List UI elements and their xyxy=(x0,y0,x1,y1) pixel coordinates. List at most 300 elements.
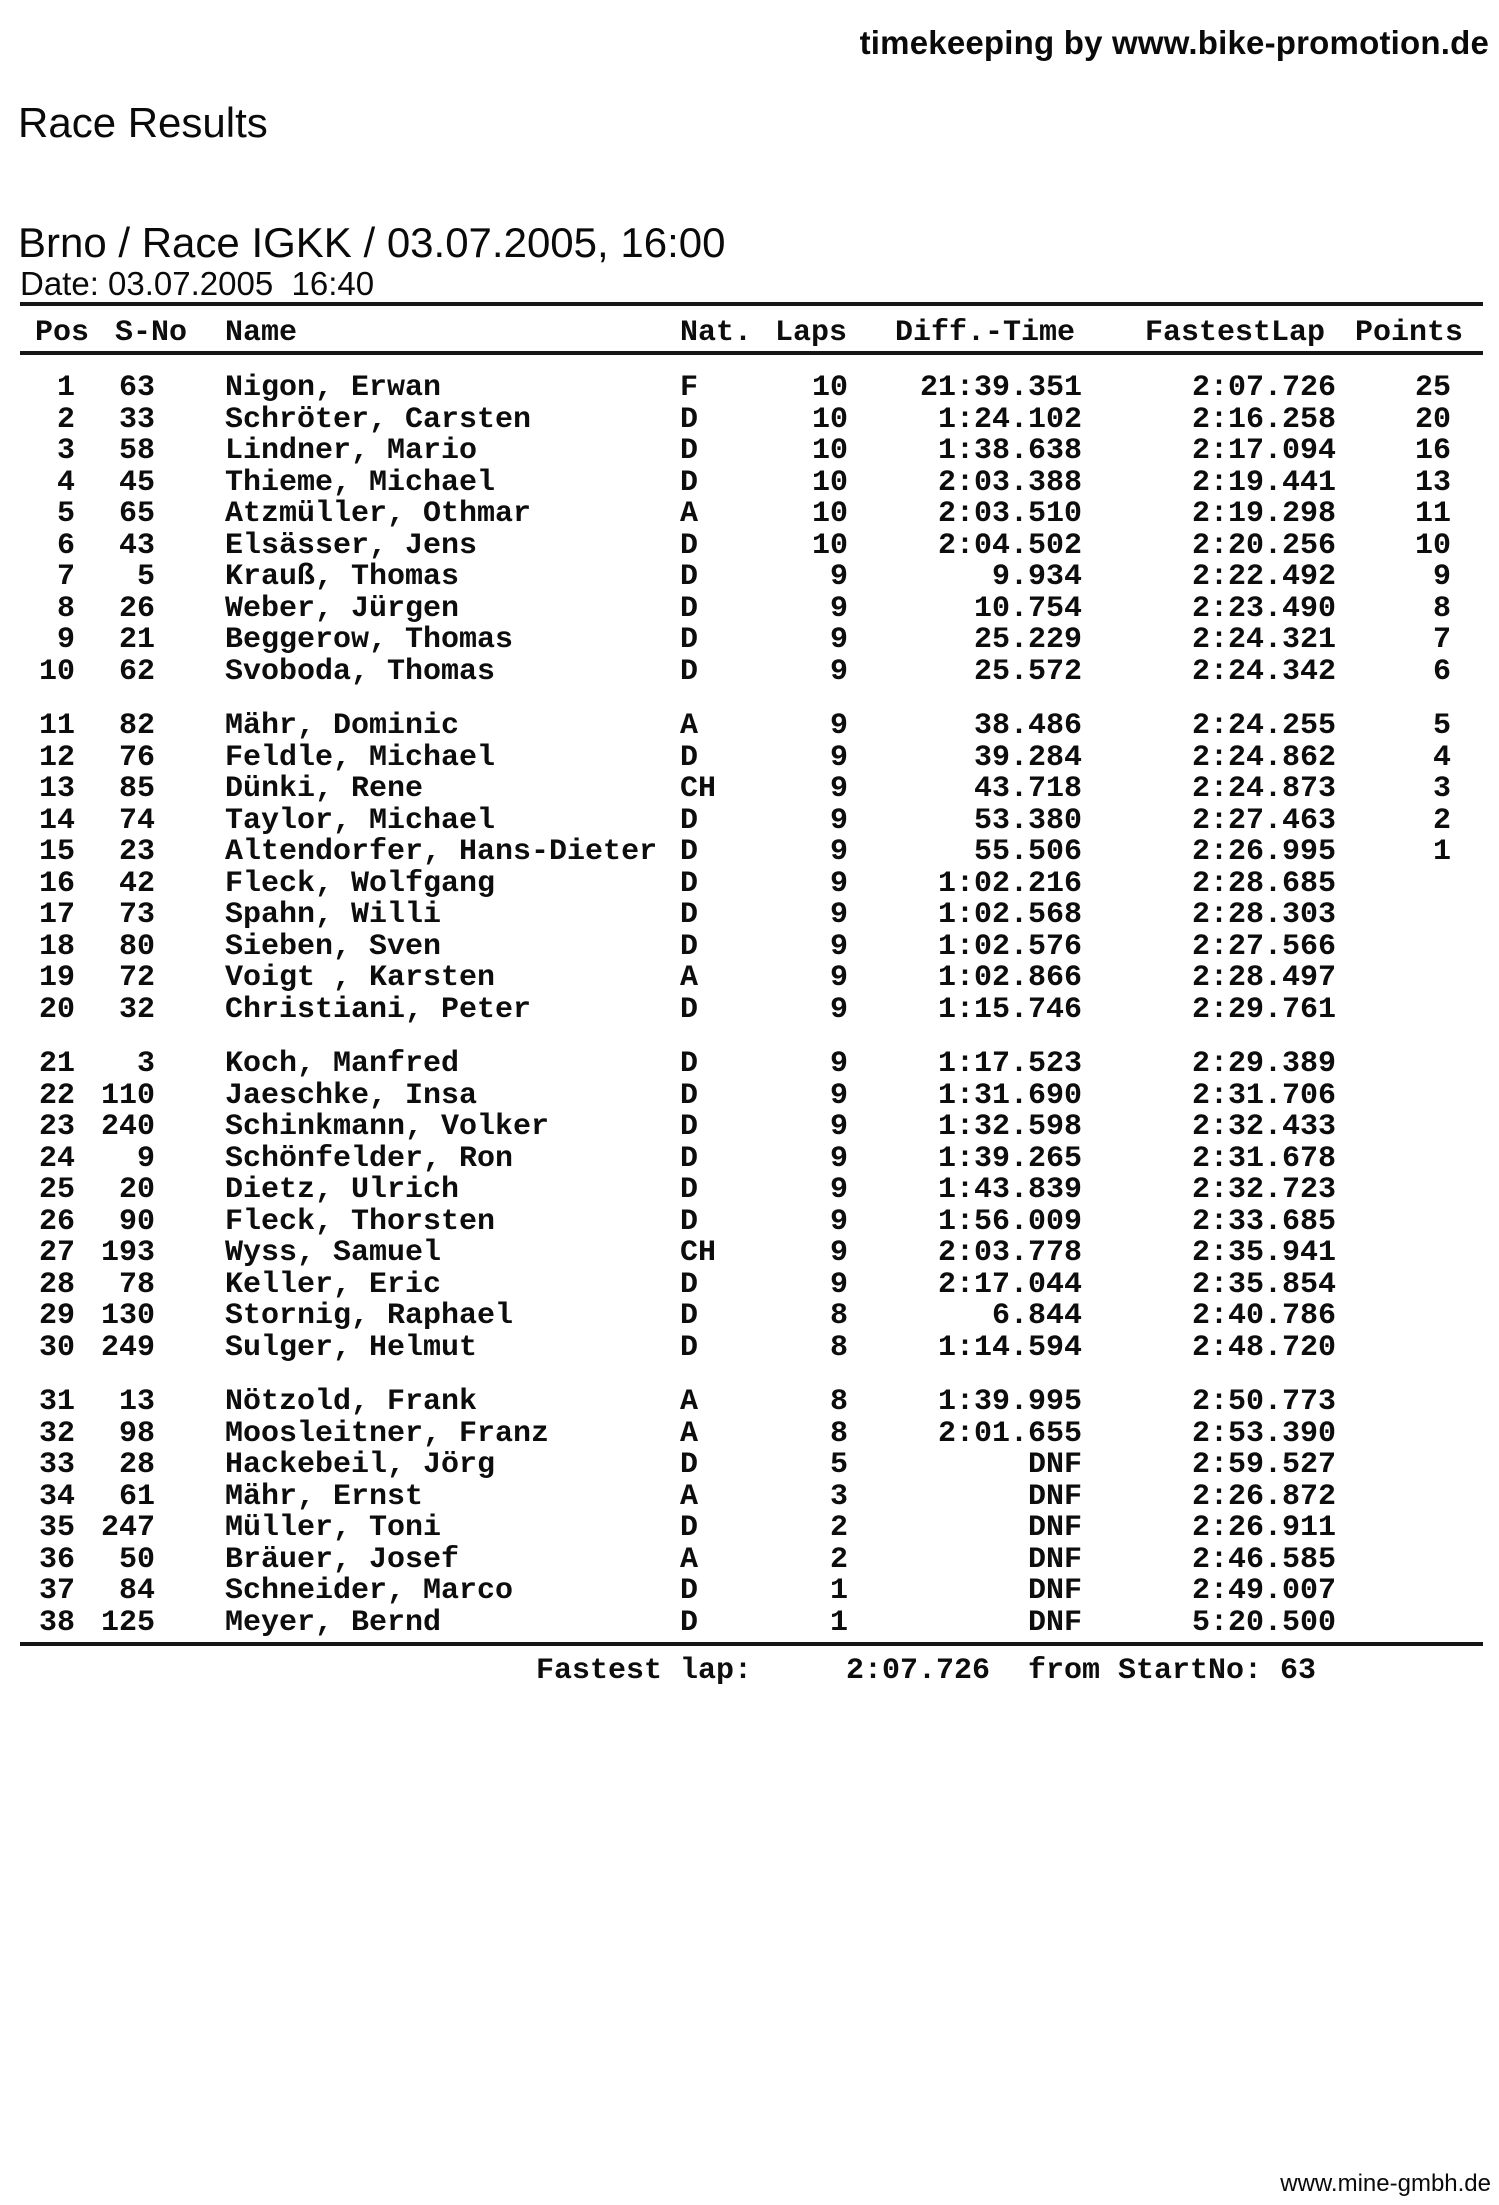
pos-cell: 16 xyxy=(38,866,75,901)
diff-time-cell: DNF xyxy=(1027,1605,1082,1640)
name-cell: Mähr, Dominic xyxy=(225,709,460,743)
table-row xyxy=(0,1416,1499,1451)
nat-cell: D xyxy=(680,740,699,775)
name-cell: Taylor, Michael xyxy=(225,803,496,838)
laps-cell: 8 xyxy=(829,1385,848,1419)
name-cell: Wyss, Samuel xyxy=(225,1236,442,1270)
points-cell xyxy=(1336,1608,1451,1640)
pos-cell: 25 xyxy=(38,1173,75,1207)
diff-time-cell: DNF xyxy=(1027,1574,1082,1608)
diff-time-cell: DNF xyxy=(1027,1511,1082,1545)
diff-time-cell: 1:31.690 xyxy=(937,1078,1082,1113)
table-row xyxy=(0,929,1499,964)
page-title: Race Results xyxy=(18,99,268,146)
laps-cell: 9 xyxy=(829,591,848,626)
points-cell xyxy=(1336,932,1451,964)
sno-cell: 125 xyxy=(100,1605,155,1640)
name-cell: Lindner, Mario xyxy=(225,434,478,468)
diff-time-cell: 38.486 xyxy=(973,709,1082,743)
pos-cell: 18 xyxy=(38,929,75,964)
fastest-lap-summary xyxy=(0,1654,1499,1688)
diff-time-cell: 1:43.839 xyxy=(937,1173,1082,1207)
sno-cell: 26 xyxy=(118,591,155,626)
diff-time-cell: 1:32.598 xyxy=(937,1110,1082,1144)
fastest-lap-source: from StartNo: 63 xyxy=(1028,1654,1317,1688)
diff-time-cell: DNF xyxy=(1027,1542,1082,1577)
name-cell: Schneider, Marco xyxy=(225,1574,514,1608)
laps-cell: 9 xyxy=(829,709,848,743)
pos-cell: 13 xyxy=(38,772,75,806)
table-row xyxy=(0,1175,1499,1207)
sno-cell: 23 xyxy=(118,835,155,869)
table-row xyxy=(0,900,1499,932)
nat-cell: D xyxy=(680,866,699,901)
points-cell xyxy=(1336,1175,1451,1207)
laps-cell: 8 xyxy=(829,1330,848,1365)
diff-time-cell: 1:17.523 xyxy=(937,1047,1082,1081)
diff-time-cell: 1:38.638 xyxy=(937,434,1082,468)
pos-cell: 14 xyxy=(38,803,75,838)
sno-cell: 85 xyxy=(118,772,155,806)
laps-cell: 9 xyxy=(829,1110,848,1144)
diff-time-cell: 6.844 xyxy=(991,1299,1082,1333)
points-cell xyxy=(1336,995,1451,1027)
table-row xyxy=(0,711,1499,743)
diff-time-cell: 1:56.009 xyxy=(937,1204,1082,1239)
nat-cell: D xyxy=(680,1141,699,1176)
pos-cell: 8 xyxy=(56,591,75,626)
fastest-lap-cell: 2:27.463 xyxy=(1191,803,1336,838)
table-header-rule xyxy=(20,351,1483,355)
name-cell: Elsässer, Jens xyxy=(225,528,478,563)
name-cell: Mähr, Ernst xyxy=(225,1479,424,1514)
nat-cell: D xyxy=(680,591,699,626)
fastest-lap-cell: 2:35.941 xyxy=(1191,1236,1336,1270)
pos-cell: 34 xyxy=(38,1479,75,1514)
points-cell: 10 xyxy=(1414,528,1451,563)
points-cell xyxy=(1336,1049,1451,1081)
table-row xyxy=(0,1330,1499,1365)
name-cell: Krauß, Thomas xyxy=(225,560,460,594)
table-row xyxy=(0,373,1499,405)
sno-cell: 193 xyxy=(100,1236,155,1270)
fastest-lap-cell: 2:32.433 xyxy=(1191,1110,1336,1144)
sno-cell: 20 xyxy=(118,1173,155,1207)
laps-cell: 9 xyxy=(829,740,848,775)
nat-cell: CH xyxy=(680,772,717,806)
name-cell: Hackebeil, Jörg xyxy=(225,1448,496,1482)
fastest-lap-cell: 2:07.726 xyxy=(1191,371,1336,405)
points-cell xyxy=(1336,1576,1451,1608)
nat-cell: D xyxy=(680,402,699,437)
sno-cell: 130 xyxy=(100,1299,155,1333)
laps-cell: 9 xyxy=(829,1078,848,1113)
diff-time-cell: 25.572 xyxy=(973,654,1082,689)
pos-cell: 5 xyxy=(56,497,75,531)
pos-cell: 24 xyxy=(38,1141,75,1176)
laps-cell: 9 xyxy=(829,803,848,838)
laps-cell: 10 xyxy=(811,402,848,437)
laps-cell: 8 xyxy=(829,1299,848,1333)
sno-cell: 42 xyxy=(118,866,155,901)
laps-cell: 1 xyxy=(829,1574,848,1608)
pos-cell: 35 xyxy=(38,1511,75,1545)
diff-time-cell: 1:39.995 xyxy=(937,1385,1082,1419)
table-top-rule xyxy=(20,302,1483,306)
sno-cell: 73 xyxy=(118,898,155,932)
pos-cell: 36 xyxy=(38,1542,75,1577)
points-cell xyxy=(1336,963,1451,995)
fastest-lap-cell: 2:59.527 xyxy=(1191,1448,1336,1482)
sno-cell: 74 xyxy=(118,803,155,838)
laps-cell: 9 xyxy=(829,772,848,806)
laps-cell: 9 xyxy=(829,654,848,689)
race-subtitle: Brno / Race IGKK / 03.07.2005, 16:00 xyxy=(18,219,726,266)
nat-cell: D xyxy=(680,623,699,657)
diff-time-cell: 43.718 xyxy=(973,772,1082,806)
nat-cell: D xyxy=(680,1110,699,1144)
pos-cell: 23 xyxy=(38,1110,75,1144)
fastest-lap-cell: 2:27.566 xyxy=(1191,929,1336,964)
sno-cell: 240 xyxy=(100,1110,155,1144)
sno-cell: 98 xyxy=(118,1416,155,1451)
nat-cell: D xyxy=(680,1267,699,1302)
points-cell: 5 xyxy=(1432,709,1451,743)
laps-cell: 10 xyxy=(811,371,848,405)
diff-time-cell: 1:02.866 xyxy=(937,961,1082,995)
print-date: Date: 03.07.2005 16:40 xyxy=(20,265,375,302)
fastest-lap-cell: 2:49.007 xyxy=(1191,1574,1336,1608)
diff-time-cell: 2:17.044 xyxy=(937,1267,1082,1302)
pos-cell: 32 xyxy=(38,1416,75,1451)
name-cell: Christiani, Peter xyxy=(225,992,532,1027)
laps-cell: 9 xyxy=(829,866,848,901)
fastest-lap-cell: 5:20.500 xyxy=(1191,1605,1336,1640)
laps-cell: 2 xyxy=(829,1511,848,1545)
table-row xyxy=(0,625,1499,657)
table-row xyxy=(0,1112,1499,1144)
fastest-lap-cell: 2:24.342 xyxy=(1191,654,1336,689)
laps-cell: 8 xyxy=(829,1416,848,1451)
laps-cell: 9 xyxy=(829,1141,848,1176)
points-cell xyxy=(1336,1207,1451,1239)
fastest-lap-cell: 2:31.678 xyxy=(1191,1141,1336,1176)
nat-cell: D xyxy=(680,1078,699,1113)
nat-cell: D xyxy=(680,835,699,869)
pos-cell: 37 xyxy=(38,1574,75,1608)
diff-time-cell: 9.934 xyxy=(991,560,1082,594)
nat-cell: D xyxy=(680,1511,699,1545)
points-cell xyxy=(1336,900,1451,932)
pos-cell: 29 xyxy=(38,1299,75,1333)
fastest-lap-cell: 2:26.995 xyxy=(1191,835,1336,869)
sno-cell: 45 xyxy=(118,465,155,500)
pos-cell: 28 xyxy=(38,1267,75,1302)
column-header-points: Points xyxy=(1355,316,1464,350)
fastest-lap-value: 2:07.726 xyxy=(846,1654,991,1688)
sno-cell: 21 xyxy=(118,623,155,657)
points-cell xyxy=(1336,1144,1451,1176)
fastest-lap-cell: 2:28.685 xyxy=(1191,866,1336,901)
fastest-lap-cell: 2:24.873 xyxy=(1191,772,1336,806)
pos-cell: 21 xyxy=(38,1047,75,1081)
sno-cell: 84 xyxy=(118,1574,155,1608)
diff-time-cell: 2:04.502 xyxy=(937,528,1082,563)
laps-cell: 9 xyxy=(829,623,848,657)
nat-cell: A xyxy=(680,709,699,743)
column-header-name: Name xyxy=(225,316,298,350)
diff-time-cell: 1:02.568 xyxy=(937,898,1082,932)
laps-cell: 3 xyxy=(829,1479,848,1514)
nat-cell: A xyxy=(680,497,699,531)
nat-cell: A xyxy=(680,961,699,995)
points-cell: 4 xyxy=(1432,740,1451,775)
points-cell: 13 xyxy=(1414,465,1451,500)
points-cell xyxy=(1336,1419,1451,1451)
pos-cell: 22 xyxy=(38,1078,75,1113)
fastest-lap-cell: 2:24.862 xyxy=(1191,740,1336,775)
diff-time-cell: 1:02.576 xyxy=(937,929,1082,964)
pos-cell: 11 xyxy=(38,709,75,743)
pos-cell: 19 xyxy=(38,961,75,995)
name-cell: Atzmüller, Othmar xyxy=(225,497,532,531)
points-cell xyxy=(1336,1081,1451,1113)
nat-cell: D xyxy=(680,1047,699,1081)
pos-cell: 17 xyxy=(38,898,75,932)
table-header-row xyxy=(0,316,1499,350)
sno-cell: 247 xyxy=(100,1511,155,1545)
laps-cell: 9 xyxy=(829,929,848,964)
sno-cell: 32 xyxy=(118,992,155,1027)
name-cell: Bräuer, Josef xyxy=(225,1542,460,1577)
points-cell: 1 xyxy=(1432,835,1451,869)
name-cell: Sulger, Helmut xyxy=(225,1330,478,1365)
nat-cell: A xyxy=(680,1416,699,1451)
points-cell xyxy=(1336,1301,1451,1333)
table-row xyxy=(0,1267,1499,1302)
laps-cell: 1 xyxy=(829,1605,848,1640)
sno-cell: 78 xyxy=(118,1267,155,1302)
column-header-sno: S-No xyxy=(115,316,188,350)
fastest-lap-cell: 2:26.872 xyxy=(1191,1479,1336,1514)
laps-cell: 9 xyxy=(829,560,848,594)
points-cell xyxy=(1336,1450,1451,1482)
diff-time-cell: 1:02.216 xyxy=(937,866,1082,901)
sno-cell: 62 xyxy=(118,654,155,689)
fastest-lap-cell: 2:33.685 xyxy=(1191,1204,1336,1239)
laps-cell: 9 xyxy=(829,1236,848,1270)
fastest-lap-cell: 2:24.321 xyxy=(1191,623,1336,657)
fastest-lap-cell: 2:31.706 xyxy=(1191,1078,1336,1113)
column-header-nat: Nat. xyxy=(680,316,753,350)
fastest-lap-cell: 2:32.723 xyxy=(1191,1173,1336,1207)
laps-cell: 9 xyxy=(829,835,848,869)
column-header-laps: Laps xyxy=(775,316,848,350)
sno-cell: 82 xyxy=(118,709,155,743)
table-row xyxy=(0,654,1499,689)
table-row xyxy=(0,1605,1499,1640)
points-cell: 8 xyxy=(1432,591,1451,626)
name-cell: Meyer, Bernd xyxy=(225,1605,442,1640)
points-cell xyxy=(1336,869,1451,901)
watermark: www.mine-gmbh.de xyxy=(1280,2170,1491,2197)
table-row xyxy=(0,963,1499,995)
laps-cell: 9 xyxy=(829,898,848,932)
points-cell: 2 xyxy=(1432,803,1451,838)
table-row xyxy=(0,1576,1499,1608)
table-bottom-rule xyxy=(20,1642,1483,1646)
sno-cell: 76 xyxy=(118,740,155,775)
nat-cell: D xyxy=(680,992,699,1027)
table-row xyxy=(0,591,1499,626)
fastest-lap-cell: 2:46.585 xyxy=(1191,1542,1336,1577)
sno-cell: 58 xyxy=(118,434,155,468)
pos-cell: 2 xyxy=(56,402,75,437)
sno-cell: 3 xyxy=(136,1047,155,1081)
points-cell xyxy=(1336,1513,1451,1545)
table-row xyxy=(0,1049,1499,1081)
column-header-diff-time: Diff.-Time xyxy=(895,316,1076,350)
fastest-lap-cell: 2:26.911 xyxy=(1191,1511,1336,1545)
diff-time-cell: 39.284 xyxy=(973,740,1082,775)
sno-cell: 5 xyxy=(136,560,155,594)
name-cell: Fleck, Wolfgang xyxy=(225,866,496,901)
fastest-lap-cell: 2:19.298 xyxy=(1191,497,1336,531)
nat-cell: D xyxy=(680,1574,699,1608)
diff-time-cell: 1:15.746 xyxy=(937,992,1082,1027)
table-row xyxy=(0,1479,1499,1514)
pos-cell: 27 xyxy=(38,1236,75,1270)
fastest-lap-cell: 2:16.258 xyxy=(1191,402,1336,437)
laps-cell: 9 xyxy=(829,961,848,995)
laps-cell: 9 xyxy=(829,1267,848,1302)
laps-cell: 10 xyxy=(811,528,848,563)
fastest-lap-cell: 2:29.761 xyxy=(1191,992,1336,1027)
table-row xyxy=(0,528,1499,563)
fastest-lap-cell: 2:24.255 xyxy=(1191,709,1336,743)
table-row xyxy=(0,803,1499,838)
fastest-lap-cell: 2:20.256 xyxy=(1191,528,1336,563)
points-cell: 16 xyxy=(1414,434,1451,468)
name-cell: Stornig, Raphael xyxy=(225,1299,514,1333)
pos-cell: 31 xyxy=(38,1385,75,1419)
nat-cell: D xyxy=(680,434,699,468)
pos-cell: 26 xyxy=(38,1204,75,1239)
points-cell xyxy=(1336,1545,1451,1577)
nat-cell: D xyxy=(680,1173,699,1207)
fastest-lap-cell: 2:29.389 xyxy=(1191,1047,1336,1081)
nat-cell: D xyxy=(680,465,699,500)
diff-time-cell: 1:39.265 xyxy=(937,1141,1082,1176)
laps-cell: 2 xyxy=(829,1542,848,1577)
name-cell: Altendorfer, Hans-Dieter xyxy=(225,835,658,869)
nat-cell: D xyxy=(680,1330,699,1365)
points-cell: 6 xyxy=(1432,654,1451,689)
name-cell: Dünki, Rene xyxy=(225,772,424,806)
name-cell: Koch, Manfred xyxy=(225,1047,460,1081)
nat-cell: A xyxy=(680,1385,699,1419)
points-cell: 9 xyxy=(1432,560,1451,594)
points-cell xyxy=(1336,1387,1451,1419)
table-row xyxy=(0,1141,1499,1176)
sno-cell: 72 xyxy=(118,961,155,995)
nat-cell: D xyxy=(680,1605,699,1640)
table-row xyxy=(0,774,1499,806)
sno-cell: 33 xyxy=(118,402,155,437)
table-body xyxy=(0,373,1499,1639)
nat-cell: D xyxy=(680,528,699,563)
pos-cell: 6 xyxy=(56,528,75,563)
sno-cell: 249 xyxy=(100,1330,155,1365)
laps-cell: 10 xyxy=(811,497,848,531)
pos-cell: 10 xyxy=(38,654,75,689)
diff-time-cell: 10.754 xyxy=(973,591,1082,626)
nat-cell: D xyxy=(680,803,699,838)
table-row xyxy=(0,1078,1499,1113)
pos-cell: 3 xyxy=(56,434,75,468)
fastest-lap-cell: 2:22.492 xyxy=(1191,560,1336,594)
diff-time-cell: 25.229 xyxy=(973,623,1082,657)
table-row xyxy=(0,499,1499,531)
name-cell: Dietz, Ulrich xyxy=(225,1173,460,1207)
laps-cell: 9 xyxy=(829,1204,848,1239)
points-cell: 3 xyxy=(1432,772,1451,806)
pos-cell: 1 xyxy=(56,371,75,405)
points-cell: 20 xyxy=(1414,402,1451,437)
table-row xyxy=(0,1387,1499,1419)
points-cell xyxy=(1336,1270,1451,1302)
table-row xyxy=(0,992,1499,1027)
sno-cell: 80 xyxy=(118,929,155,964)
fastest-lap-cell: 2:50.773 xyxy=(1191,1385,1336,1419)
fastest-lap-cell: 2:28.497 xyxy=(1191,961,1336,995)
points-cell: 7 xyxy=(1432,623,1451,657)
diff-time-cell: 2:03.778 xyxy=(937,1236,1082,1270)
table-row xyxy=(0,1513,1499,1545)
name-cell: Müller, Toni xyxy=(225,1511,442,1545)
name-cell: Schröter, Carsten xyxy=(225,402,532,437)
table-row xyxy=(0,402,1499,437)
timekeeping-credit: timekeeping by www.bike-promotion.de xyxy=(859,24,1489,61)
name-cell: Moosleitner, Franz xyxy=(225,1416,550,1451)
sno-cell: 13 xyxy=(118,1385,155,1419)
points-cell xyxy=(1336,1238,1451,1270)
points-cell: 25 xyxy=(1414,371,1451,405)
fastest-lap-cell: 2:28.303 xyxy=(1191,898,1336,932)
pos-cell: 4 xyxy=(56,465,75,500)
pos-cell: 12 xyxy=(38,740,75,775)
sno-cell: 90 xyxy=(118,1204,155,1239)
table-row xyxy=(0,562,1499,594)
nat-cell: F xyxy=(680,371,699,405)
laps-cell: 9 xyxy=(829,992,848,1027)
fastest-lap-cell: 2:19.441 xyxy=(1191,465,1336,500)
laps-cell: 10 xyxy=(811,465,848,500)
fastest-lap-cell: 2:48.720 xyxy=(1191,1330,1336,1365)
name-cell: Beggerow, Thomas xyxy=(225,623,514,657)
laps-cell: 10 xyxy=(811,434,848,468)
nat-cell: D xyxy=(680,1448,699,1482)
table-row xyxy=(0,866,1499,901)
fastest-lap-label: Fastest lap: xyxy=(536,1654,753,1688)
diff-time-cell: 1:24.102 xyxy=(937,402,1082,437)
fastest-lap-cell: 2:23.490 xyxy=(1191,591,1336,626)
sno-cell: 110 xyxy=(100,1078,155,1113)
diff-time-cell: 2:03.388 xyxy=(937,465,1082,500)
pos-cell: 9 xyxy=(56,623,75,657)
nat-cell: D xyxy=(680,560,699,594)
fastest-lap-cell: 2:17.094 xyxy=(1191,434,1336,468)
